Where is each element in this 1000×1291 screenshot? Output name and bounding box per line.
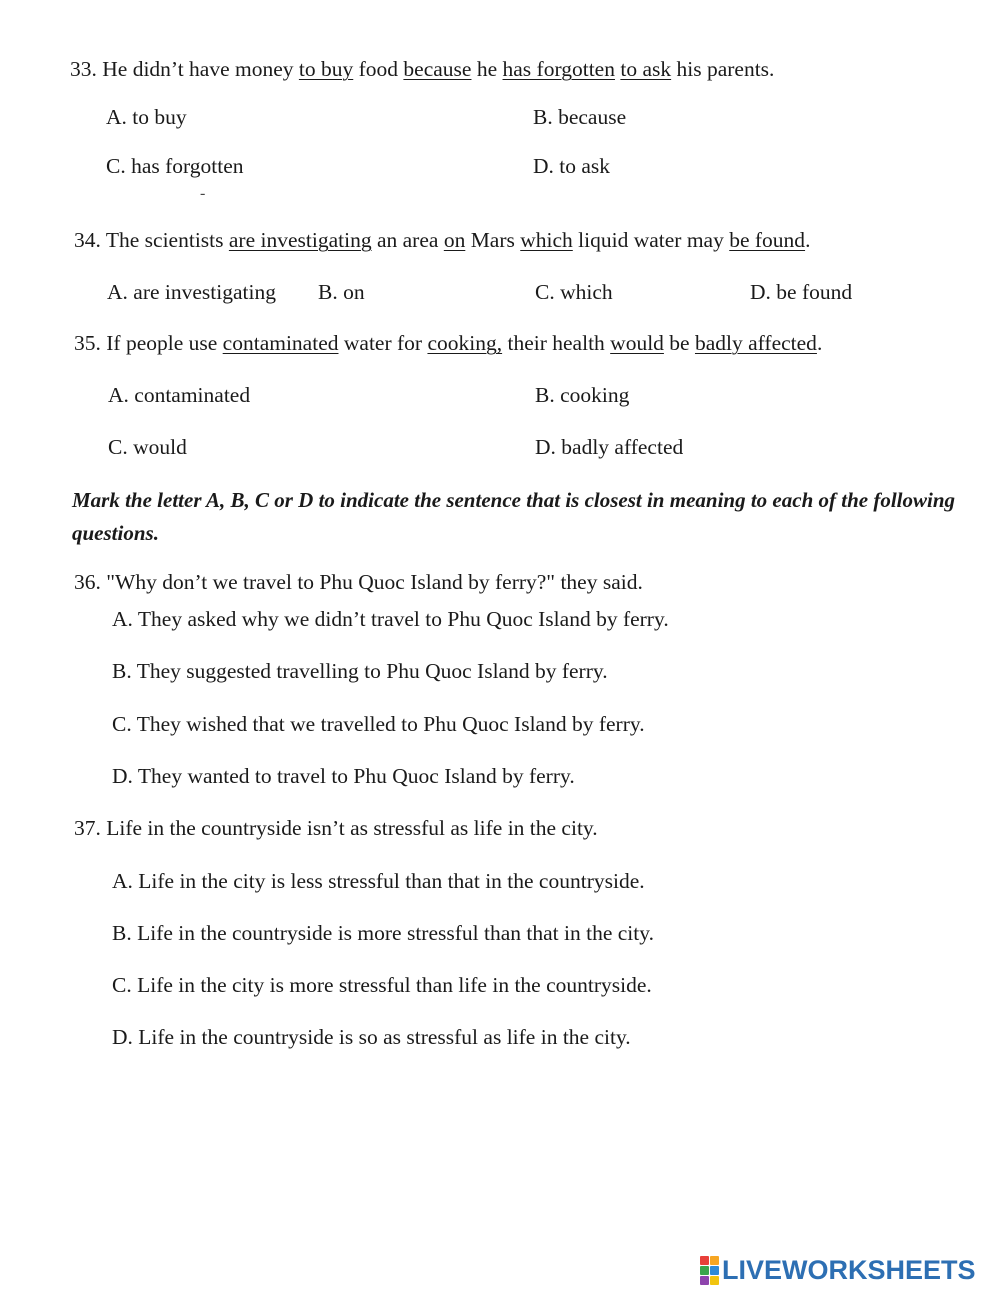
q34-option-a[interactable]: A. are investigating [107,280,276,304]
q34-option-b[interactable]: B. on [318,280,365,304]
q35-underlined-3: would [610,331,664,355]
q33-underlined-3: has forgotten [502,57,615,81]
q35-underlined-4: badly affected [694,331,817,355]
q34-underlined-1: are investigating [228,228,372,252]
q37-option-d[interactable]: D. Life in the countryside is so as stressful as life in the city. [112,1025,631,1049]
q35-option-a[interactable]: A. contaminated [108,383,251,407]
q33-option-a[interactable]: A. to buy [106,105,187,129]
q33-option-d[interactable]: D. to ask [533,154,611,178]
section-instruction: Mark the letter A, B, C or D to indicate the sentence that is closest in meaning to each of the following questions. [72,488,956,545]
q35-underlined-2: cooking, [427,331,503,355]
q35-option-d[interactable]: D. badly affected [535,435,684,459]
q36-option-c[interactable]: C. They wished that we travelled to Phu Quoc Island by ferry. [112,712,645,736]
q34-underlined-3: which [520,228,573,252]
brand-name: LIVEWORKSHEETS [722,1254,976,1285]
q33-underlined-4: to ask [620,57,672,81]
q36-option-b[interactable]: B. They suggested travelling to Phu Quoc Island by ferry. [112,659,608,683]
question-37-stem: 37. Life in the countryside isn’t as stressful as life in the city. [74,816,598,840]
liveworksheets-logo [700,1255,976,1285]
q34-underlined-2: on [443,228,466,252]
q37-option-c[interactable]: C. Life in the city is more stressful than life in the countryside. [112,973,652,997]
q36-option-a[interactable]: A. They asked why we didn’t travel to Phu Quoc Island by ferry. [112,607,669,631]
question-36-stem: 36. "Why don’t we travel to Phu Quoc Island by ferry?" they said. [74,570,643,594]
question-33-stem: 33. He didn’t have money to buy food because he has forgotten to ask his parents. [70,57,775,81]
stray-mark: - [200,185,206,202]
q35-option-b[interactable]: B. cooking [535,383,630,407]
q34-option-d[interactable]: D. be found [750,280,853,304]
q33-underlined-2: because [403,57,472,81]
q37-option-a[interactable]: A. Life in the city is less stressful than that in the countryside. [112,869,645,893]
q33-option-c[interactable]: C. has forgotten [106,154,244,178]
q33-option-b[interactable]: B. because [533,105,627,129]
q33-underlined-1: to buy [298,57,354,81]
q35-underlined-1: contaminated [222,331,339,355]
question-34-stem: 34. The scientists are investigating an area on Mars which liquid water may be found. [74,228,811,252]
q36-option-d[interactable]: D. They wanted to travel to Phu Quoc Island by ferry. [112,764,575,788]
q35-option-c[interactable]: C. would [108,435,187,459]
q34-underlined-4: be found [729,228,806,252]
question-35-stem: 35. If people use contaminated water for cooking, their health would be badly affected. [74,331,823,355]
logo-blocks-icon [700,1256,719,1285]
q37-option-b[interactable]: B. Life in the countryside is more stressful than that in the city. [112,921,654,945]
q34-option-c[interactable]: C. which [535,280,613,304]
